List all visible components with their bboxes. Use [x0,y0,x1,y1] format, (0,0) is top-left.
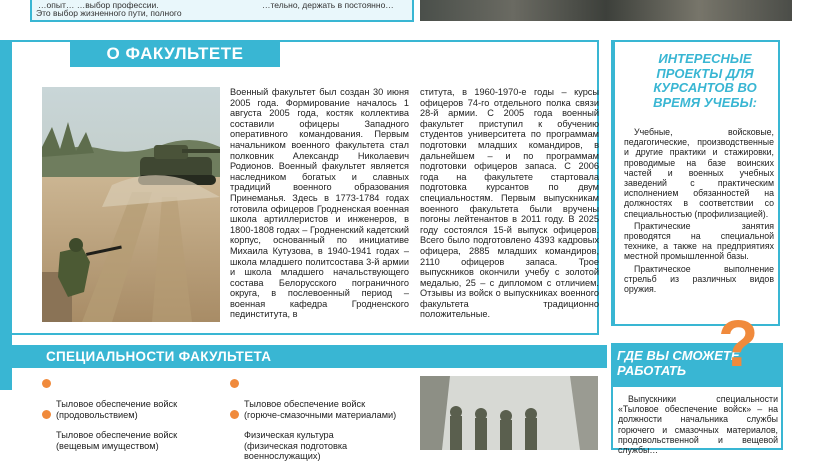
projects-p2: Практические занятия проводятся на специальной технике, а также на предприятиях местной промышленной базы. [624,220,774,262]
question-mark-icon: ? [718,306,759,380]
bullet-dot-icon [42,379,51,388]
tank-photo-illustration [42,87,220,322]
specialty-label: Физическая культура (физическая подготовка военнослужащих) [244,430,348,461]
marching-cadets-photo [420,376,598,450]
projects-p3: Практическое выполнение стрельб из различных видов оружия. [624,263,774,295]
bullet-dot-icon [230,379,239,388]
specialty-label: Тыловое обеспечение войск (продовольствием) [56,399,178,420]
specialty-item [56,409,226,451]
about-text-col2: ститута, в 1960-1970-е годы – курсы офицеров 74-го отдельного полка связи 28-й армии. С 2005 года военный факультет приступил к обучению студентов университета по программам подготовки младших командиров, в дальнейшем – и по программам подготовки офицеров запаса. С 2006 года на факультете стартовала подготовка курсантов по двум специальностям. Первым выпускникам военного факультета были вручены погоны лейтенантов в 2011 году. В 2025 году состоялся 15-й выпуск офицеров. Всего было подготовлено 4393 кадровых офицера, 2885 младших командиров, 2110 офицеров запаса. Трое выпускников окончили учебу с золотой медалью, 25 – с дипломом с отличием. Отзывы из войск о выпускниках военного факультета традиционно положительные. [420,87,599,320]
specialties-title: СПЕЦИАЛЬНОСТИ ФАКУЛЬТЕТА [0,345,607,368]
specialty-item [244,409,414,462]
top-excerpt-line1: …опыт… …выбор профессии. [38,0,159,10]
projects-title: ИНТЕРЕСНЫЕ ПРОЕКТЫ ДЛЯ КУРСАНТОВ ВО ВРЕМЯ УЧЕБЫ: [653,51,757,110]
bullet-dot-icon [230,410,239,419]
specialty-label: Тыловое обеспечение войск (вещевым имуществом) [56,430,178,451]
projects-p1: Учебные, войсковые, педагогические, производственные и другие практики и стажировки, проводимые на базе воинских частей и военных учебных заведений с практическим исполнением обязанностей на должностях в соответствии со специальностью (профилизацией). [624,127,774,219]
top-excerpt-line2: Это выбор жизненного пути, полного [36,8,182,18]
tank-training-photo [42,87,220,322]
bullet-dot-icon [42,410,51,419]
projects-text [624,127,774,296]
work-text: Выпускники специальности «Тыловое обеспечение войск» – на должности начальника службы горючего и смазочных материалов, продовольственной и вещевой службы… [618,394,778,456]
cadets-photo-illustration [420,376,598,450]
work-title: ГДЕ ВЫ СМОЖЕТЕ РАБОТАТЬ [611,343,783,387]
top-parade-photo [420,0,792,21]
top-excerpt-mid: …тельно, держать в постоянно… [262,0,394,10]
about-text-col1: Военный факультет был создан 30 июня 2005 года. Формирование началось 1 августа 2005 года, костяк коллектива составили офицеры Западного оперативного командования. Первым начальником военного факультета стал полковник Александр Николаевич Родионов. Военный факультет является наследником богатых и славных традиций военного образования Принеманья. Здесь в 1773-1784 годах готовила офицеров Гродненская военная школа артиллеристов и инженеров, в 1800-1808 годах – Гродненский кадетский корпус, основанный по инициативе Михаила Кутузова, в 1940-1941 годах – школа младшего политсостава 3-й армии и школа младшего начальствующего состава Белорусского пограничного округа, в послевоенный период – военная кафедра Гродненского пединститута, в [230,87,409,320]
specialty-label: Тыловое обеспечение войск (горюче-смазочными материалами) [244,399,397,420]
left-accent-bar [0,40,12,390]
about-title: О ФАКУЛЬТЕТЕ [70,40,280,67]
